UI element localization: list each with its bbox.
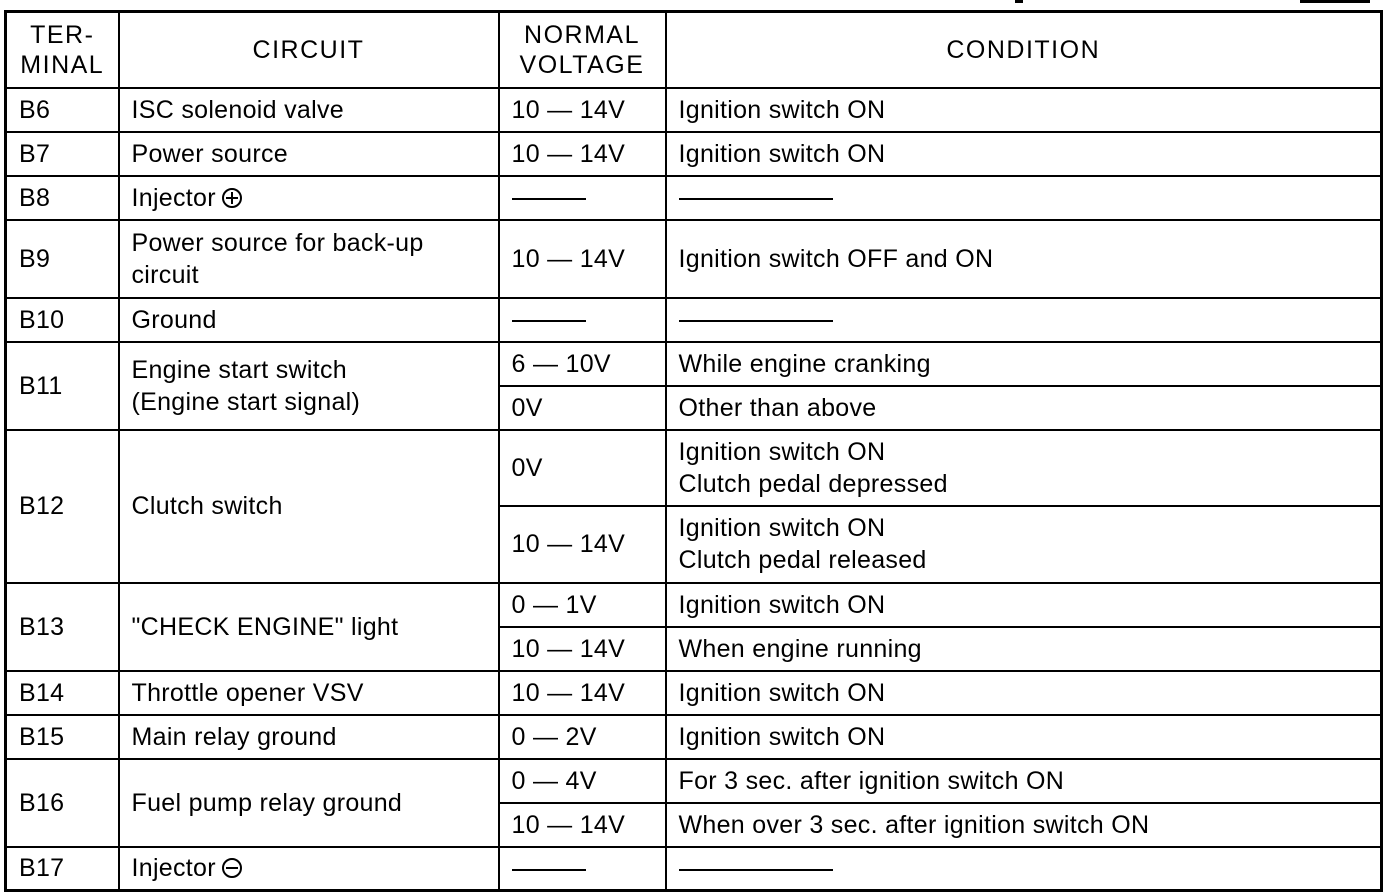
voltage-cell: 10 — 14V — [499, 132, 666, 176]
terminal-cell: B12 — [6, 430, 119, 583]
voltage-cell: 10 — 14V — [499, 506, 666, 583]
circuit-cell: Injector — [119, 176, 499, 220]
voltage-cell-blank — [499, 298, 666, 342]
blank-dash — [512, 869, 586, 871]
terminal-cell: B10 — [6, 298, 119, 342]
cropped-line-mark — [1015, 0, 1023, 3]
voltage-cell: 10 — 14V — [499, 88, 666, 132]
voltage-cell: 0V — [499, 430, 666, 506]
terminal-header: TER- MINAL — [6, 12, 119, 88]
circuit-cell: Engine start switch (Engine start signal) — [119, 342, 499, 430]
circuit-cell: Injector — [119, 847, 499, 891]
voltage-cell-blank — [499, 176, 666, 220]
condition-cell: For 3 sec. after ignition switch ON — [666, 759, 1382, 803]
voltage-cell: 0 — 4V — [499, 759, 666, 803]
condition-cell: Ignition switch ON — [666, 671, 1382, 715]
table-row — [6, 342, 1382, 386]
table-row — [6, 298, 1382, 342]
condition-cell: Ignition switch ON Clutch pedal depressed — [666, 430, 1382, 506]
circuit-cell: Fuel pump relay ground — [119, 759, 499, 847]
table-row — [6, 847, 1382, 891]
voltage-cell: 0 — 1V — [499, 583, 666, 627]
circuit-cell: ISC solenoid valve — [119, 88, 499, 132]
table-row — [6, 220, 1382, 298]
condition-cell: Ignition switch ON — [666, 88, 1382, 132]
condition-cell-blank — [666, 176, 1382, 220]
ecu-terminal-voltage-table — [4, 10, 1383, 892]
condition-cell: While engine cranking — [666, 342, 1382, 386]
circuit-cell: "CHECK ENGINE" light — [119, 583, 499, 671]
circuit-cell: Main relay ground — [119, 715, 499, 759]
voltage-cell-blank — [499, 847, 666, 891]
circle-plus-icon — [222, 188, 242, 208]
blank-dash — [512, 320, 586, 322]
circuit-header: CIRCUIT — [119, 12, 499, 88]
voltage-cell: 0 — 2V — [499, 715, 666, 759]
terminal-cell: B13 — [6, 583, 119, 671]
circuit-cell: Ground — [119, 298, 499, 342]
condition-cell-blank — [666, 298, 1382, 342]
voltage-cell: 10 — 14V — [499, 220, 666, 298]
condition-header: CONDITION — [666, 12, 1382, 88]
condition-cell: Ignition switch OFF and ON — [666, 220, 1382, 298]
terminal-cell: B6 — [6, 88, 119, 132]
voltage-cell: 10 — 14V — [499, 627, 666, 671]
voltage-cell: 10 — 14V — [499, 671, 666, 715]
terminal-cell: B16 — [6, 759, 119, 847]
terminal-cell: B14 — [6, 671, 119, 715]
circuit-cell: Clutch switch — [119, 430, 499, 583]
condition-cell-blank — [666, 847, 1382, 891]
terminal-cell: B9 — [6, 220, 119, 298]
table-row — [6, 671, 1382, 715]
table-row — [6, 430, 1382, 506]
condition-cell: Ignition switch ON Clutch pedal released — [666, 506, 1382, 583]
circuit-cell: Power source — [119, 132, 499, 176]
header-row — [6, 12, 1382, 88]
voltage-cell: 10 — 14V — [499, 803, 666, 847]
circuit-cell: Throttle opener VSV — [119, 671, 499, 715]
table-row — [6, 715, 1382, 759]
voltage-header: NORMAL VOLTAGE — [499, 12, 666, 88]
table-row — [6, 176, 1382, 220]
terminal-cell: B17 — [6, 847, 119, 891]
table-row — [6, 759, 1382, 803]
terminal-cell: B7 — [6, 132, 119, 176]
terminal-cell: B15 — [6, 715, 119, 759]
blank-dash — [679, 869, 833, 871]
cropped-line-mark — [1300, 0, 1370, 3]
circuit-cell: Power source for back-up circuit — [119, 220, 499, 298]
table-row — [6, 88, 1382, 132]
condition-cell: When over 3 sec. after ignition switch ON — [666, 803, 1382, 847]
condition-cell: Ignition switch ON — [666, 132, 1382, 176]
condition-cell: When engine running — [666, 627, 1382, 671]
table-row — [6, 583, 1382, 627]
voltage-cell: 6 — 10V — [499, 342, 666, 386]
table-row — [6, 132, 1382, 176]
blank-dash — [512, 198, 586, 200]
condition-cell: Ignition switch ON — [666, 715, 1382, 759]
terminal-cell: B11 — [6, 342, 119, 430]
terminal-cell: B8 — [6, 176, 119, 220]
blank-dash — [679, 320, 833, 322]
condition-cell: Ignition switch ON — [666, 583, 1382, 627]
blank-dash — [679, 198, 833, 200]
condition-cell: Other than above — [666, 386, 1382, 430]
voltage-cell: 0V — [499, 386, 666, 430]
circle-minus-icon — [222, 858, 242, 878]
